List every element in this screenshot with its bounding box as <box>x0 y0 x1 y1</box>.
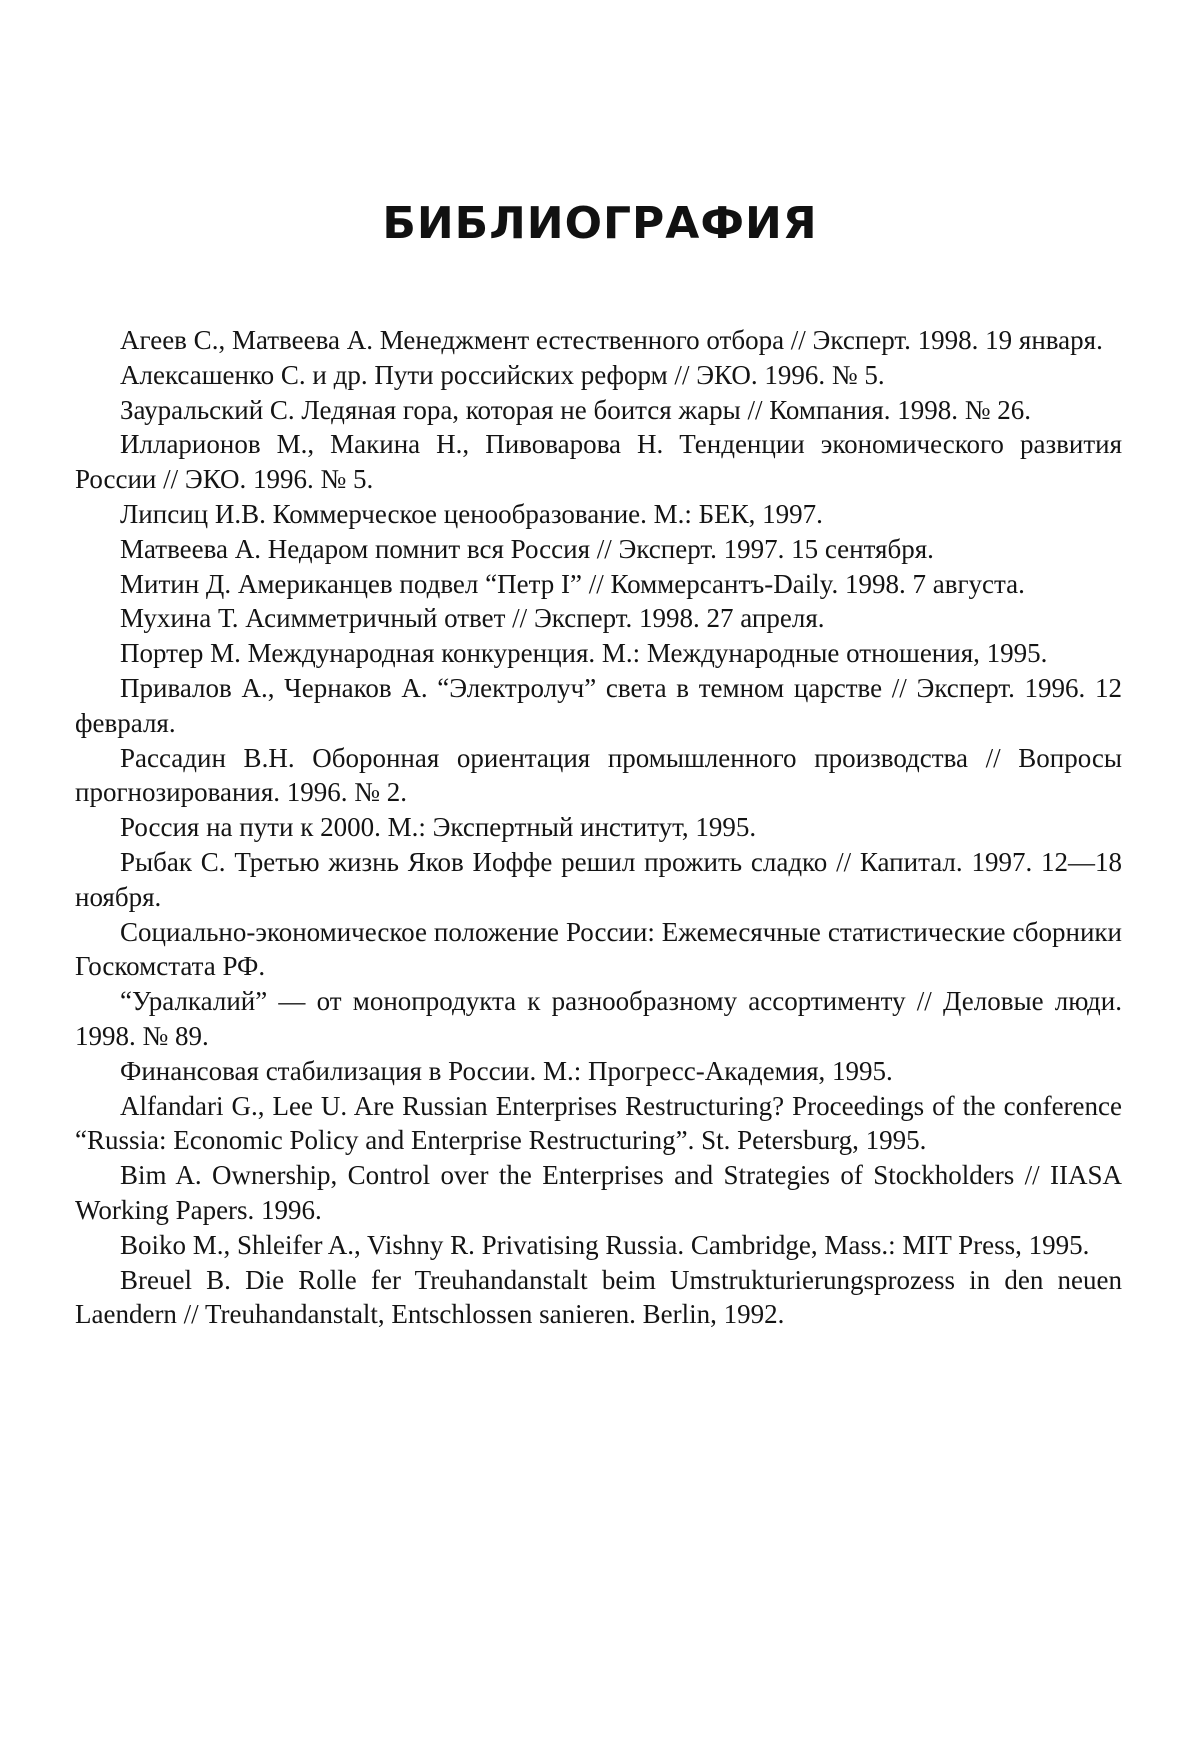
bibliography-entry: Агеев С., Матвеева А. Менеджмент естественного отбора // Эксперт. 1998. 19 января. <box>120 325 1103 355</box>
bibliography-entry: Илларионов М., Макина Н., Пивоварова Н. Тенденции экономического развития России // ЭКО. 1996. № 5. <box>75 429 1122 495</box>
bibliography-entry: Финансовая стабилизация в России. М.: Прогресс-Академия, 1995. <box>120 1055 893 1086</box>
bibliography-entry: Митин Д. Американцев подвел “Петр I” // Коммерсантъ-Daily. 1998. 7 августа. <box>120 568 1025 599</box>
bibliography-entry: Матвеева А. Недаром помнит вся Россия // Эксперт. 1997. 15 сентября. <box>120 533 934 564</box>
bibliography-entry: Липсиц И.В. Коммерческое ценообразование. М.: БЕК, 1997. <box>120 498 823 529</box>
bibliography-entry: Привалов А., Чернаков А. “Электролуч” света в темном царстве // Эксперт. 1996. 12 февраля. <box>75 672 1122 738</box>
bibliography-entry: Рассадин В.Н. Оборонная ориентация промышленного производства // Вопросы прогнозирования. 1996. № 2. <box>75 742 1122 808</box>
bibliography-entry: Boiko M., Shleifer A., Vishny R. Privatising Russia. Cambridge, Mass.: MIT Press, 1995. <box>120 1229 1090 1260</box>
bibliography-entry: Breuel B. Die Rolle fer Treuhandanstalt beim Umstrukturierungsprozess in den neuen Laendern // Treuhandanstalt, Entschlossen sanieren. Berlin, 1992. <box>75 1264 1122 1330</box>
bibliography-entry: Мухина Т. Асимметричный ответ // Эксперт. 1998. 27 апреля. <box>120 603 825 634</box>
bibliography-entry: “Уралкалий” — от монопродукта к разнообразному ассортименту // Деловые люди. 1998. № 89. <box>75 986 1122 1051</box>
bibliography-entry: Bim A. Ownership, Control over the Enterprises and Strategies of Stockholders // IIASA Working Papers. 1996. <box>75 1160 1122 1225</box>
page-title: БИБЛИОГРАФИЯ <box>382 198 818 249</box>
bibliography-entry: Рыбак С. Третью жизнь Яков Иоффе решил прожить сладко // Капитал. 1997. 12—18 ноября. <box>75 846 1122 912</box>
bibliography-entry: Портер М. Международная конкуренция. М.: Международные отношения, 1995. <box>120 638 1048 669</box>
bibliography-list <box>75 323 1122 1332</box>
bibliography-entry: Социально-экономическое положение России: Ежемесячные статистические сборники Госкомстата РФ. <box>75 916 1122 982</box>
bibliography-entry: Alfandari G., Lee U. Are Russian Enterprises Restructuring? Proceedings of the conference “Russia: Economic Policy and Enterprise Restructuring”. St. Petersburg, 1995. <box>75 1090 1122 1156</box>
bibliography-entry: Алексашенко С. и др. Пути российских реформ // ЭКО. 1996. № 5. <box>120 359 885 390</box>
bibliography-entry: Зауральский С. Ледяная гора, которая не боится жары // Компания. 1998. № 26. <box>120 394 1031 425</box>
bibliography-entry: Россия на пути к 2000. М.: Экспертный институт, 1995. <box>120 812 757 843</box>
